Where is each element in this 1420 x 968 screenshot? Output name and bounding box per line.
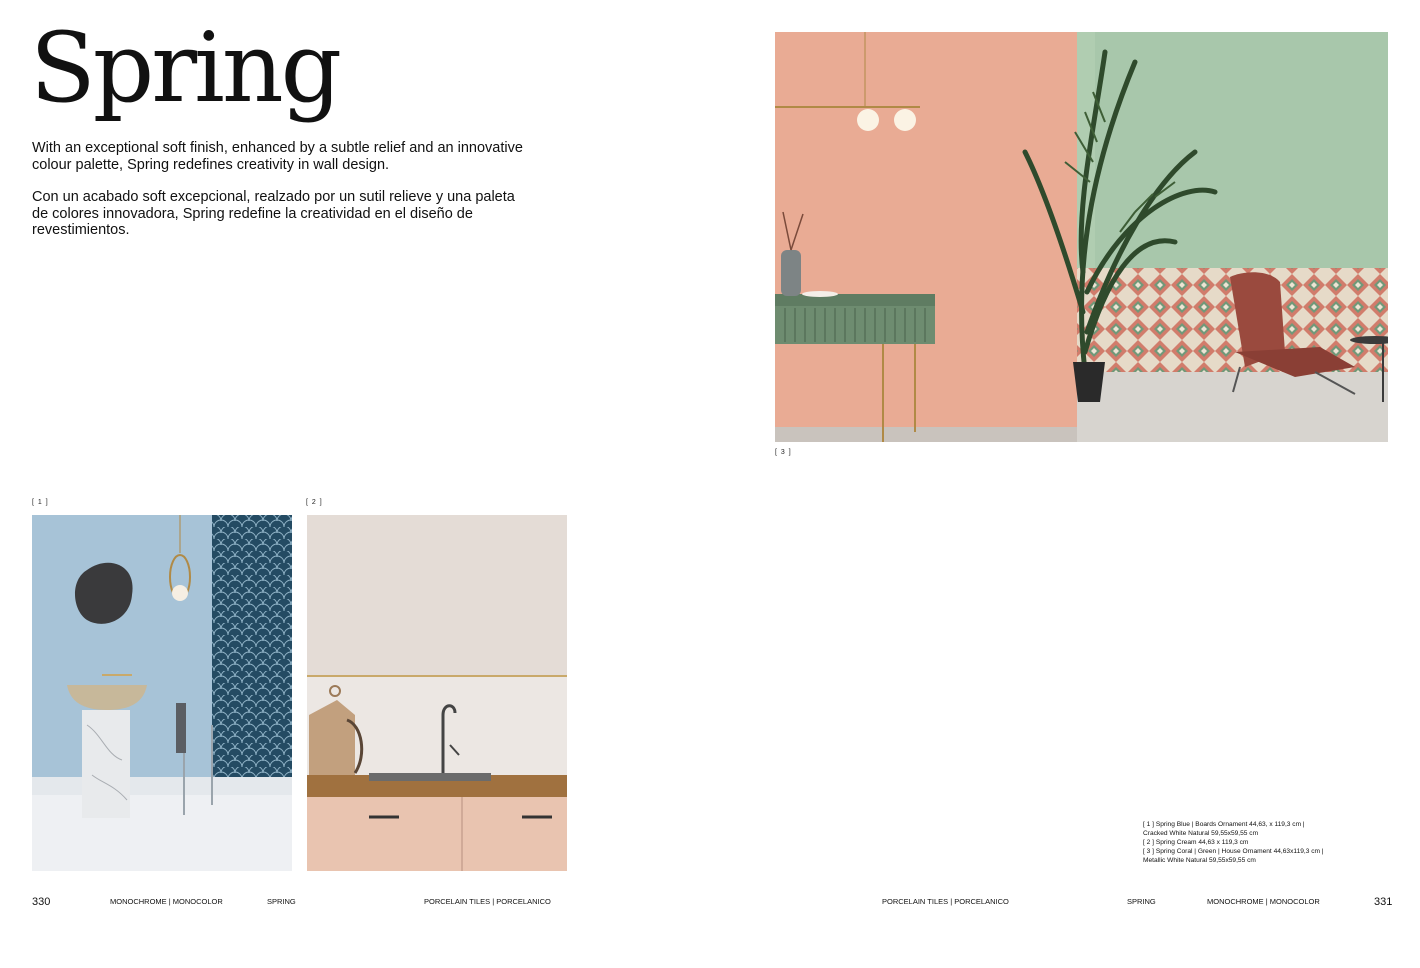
page-number-right: 331 bbox=[1374, 896, 1393, 908]
credit-line: [ 2 ] Spring Cream 44,63 x 119,3 cm bbox=[1143, 839, 1249, 847]
intro-english: With an exceptional soft finish, enhanced by a subtle relief and an innovative colour palette, Spring redefines creativity in wall design. bbox=[32, 140, 523, 173]
footer-category-left: PORCELAIN TILES | PORCELANICO bbox=[424, 897, 551, 906]
intro-spanish: Con un acabado soft excepcional, realzado por un sutil relieve y una paleta de colores innovadora, Spring redefine la creatividad en el diseño de revestimientos. bbox=[32, 189, 515, 238]
image-credits bbox=[1143, 820, 1353, 865]
footer-category-right: PORCELAIN TILES | PORCELANICO bbox=[882, 897, 1009, 906]
photo-bathroom bbox=[32, 515, 292, 871]
photo-living-room bbox=[775, 32, 1388, 442]
credit-line: [ 3 ] Spring Coral | Green | House Ornament 44,63x119,3 cm | bbox=[1143, 848, 1324, 856]
footer-collection-right: SPRING bbox=[1127, 897, 1156, 906]
credit-line: [ 1 ] Spring Blue | Boards Ornament 44,63, x 119,3 cm | bbox=[1143, 821, 1305, 828]
image-label-1: [ 1 ] bbox=[32, 499, 49, 506]
credit-line: Metallic White Natural 59,55x59,55 cm bbox=[1143, 857, 1256, 865]
page-title: Spring bbox=[30, 12, 340, 124]
photo-kitchen bbox=[307, 515, 567, 871]
image-label-2: [ 2 ] bbox=[306, 499, 323, 506]
footer-section-left: MONOCHROME | MONOCOLOR bbox=[110, 897, 223, 906]
footer-section-right: MONOCHROME | MONOCOLOR bbox=[1207, 897, 1320, 906]
footer-collection-left: SPRING bbox=[267, 897, 296, 906]
page-number-left: 330 bbox=[32, 896, 51, 908]
credit-line: Cracked White Natural 59,55x59,55 cm bbox=[1143, 830, 1259, 838]
image-label-3: [ 3 ] bbox=[775, 449, 792, 456]
